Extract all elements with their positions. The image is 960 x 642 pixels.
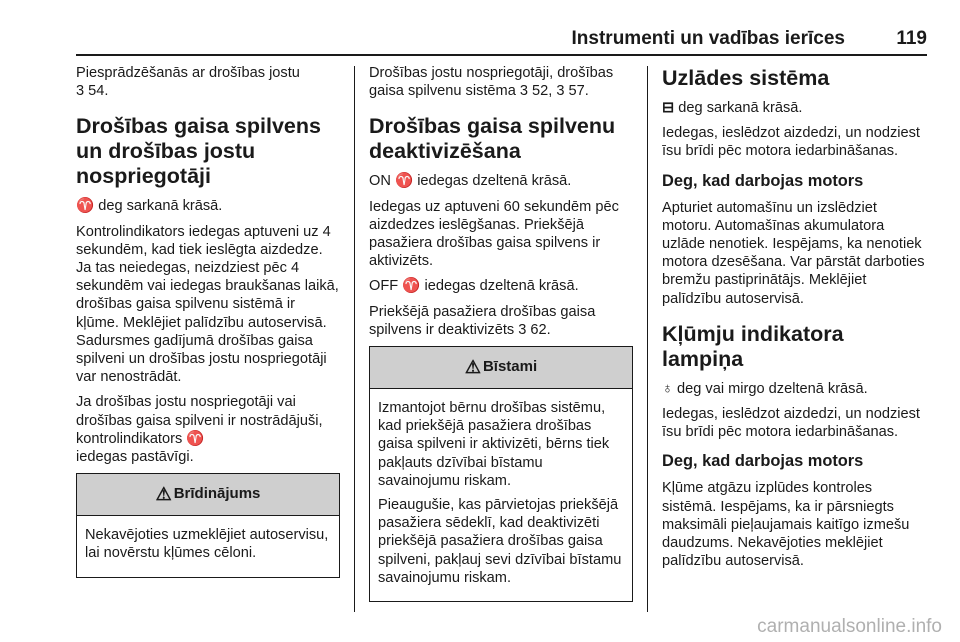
- engine-icon: ♁: [662, 380, 673, 397]
- column-divider: [647, 66, 648, 612]
- column-divider: [354, 66, 355, 612]
- section-heading: Uzlādes sistēma: [662, 66, 830, 90]
- paragraph: Iedegas, ieslēdzot aizdedzi, un nodziest īsu brīdi pēc motora iedarbināšanas.: [662, 406, 920, 441]
- section-heading: Drošības gaisa spilvenu deaktivizēšana: [369, 114, 616, 164]
- paragraph: Priekšējā pasažiera drošības gaisa spilvens ir deaktivizēts 3 62.: [369, 303, 596, 338]
- airbag-on-icon: ♈: [394, 173, 414, 190]
- column-1: [76, 64, 340, 578]
- chapter-title: Instrumenti un vadības ierīces: [571, 28, 845, 49]
- intro-text: Piesprādzēšanās ar drošības jostu 3 54.: [76, 65, 300, 100]
- cross-reference[interactable]: 3 54.: [76, 83, 109, 100]
- paragraph: Ja drošības jostu nospriegotāji vai drošības gaisa spilveni ir nostrādājuši, kontrolindikators ♈ iedegas pastāvīgi.: [76, 394, 323, 466]
- danger-text: Pieaugušie, kas pārvietojas priekšējā pasažiera sēdeklī, kad deaktivizēti priekšējā pasažiera drošības gaisa spilveni, pakļauj sevi dzīvībai bīstamu savainojumu riskam.: [378, 497, 622, 586]
- danger-box: [369, 346, 633, 602]
- warning-box: [76, 473, 340, 577]
- airbag-off-icon: ♈: [402, 278, 421, 295]
- column-2: [369, 64, 633, 602]
- warning-text: Nekavējoties uzmeklējiet autoservisu, lai novērstu kļūmes cēloni.: [85, 527, 329, 562]
- section-heading: Drošības gaisa spilvens un drošības jostu nospriegotāji: [76, 114, 321, 189]
- warning-triangle-icon: ⚠: [464, 357, 481, 378]
- paragraph: ♁ deg vai mirgo dzeltenā krāsā.: [662, 380, 868, 397]
- paragraph: OFF ♈ iedegas dzeltenā krāsā.: [369, 278, 579, 295]
- section-heading: Kļūmju indikatora lampiņa: [662, 321, 844, 371]
- page-header: [0, 0, 960, 56]
- paragraph: Kontrolindikators iedegas aptuveni uz 4 sekundēm, kad tiek ieslēgta aizdedze. Ja tas neiedegas, neizdziest pēc 4 sekundēm vai iedegas braukšanas laikā, drošības gaisa spilvenu sistēmā ir kļūme. Meklējiet palīdzību autoservisā. Sadursmes gadījumā drošības gaisa spilveni un drošības jostu nospriegotāji var nenostrādāt.: [76, 223, 339, 386]
- column-3: [662, 64, 926, 577]
- paragraph: Apturiet automašīnu un izslēdziet motoru. Automašīnas akumulatora uzlāde nenotiek. Iespējams, ka nenotiek motora dzesēšana. Var pārstāt darboties bremžu pastiprinātājs. Meklējiet palīdzību autoservisā.: [662, 199, 925, 307]
- airbag-icon: ♈: [186, 430, 205, 447]
- danger-header: ⚠ Bīstami: [370, 347, 632, 389]
- paragraph: Iedegas uz aptuveni 60 sekundēm pēc aizdedzes ieslēgšanas. Priekšējā pasažiera drošības gaisa spilvens ir aktivizēts.: [369, 198, 619, 270]
- paragraph: ⊟ deg sarkanā krāsā.: [662, 100, 803, 116]
- paragraph: ON ♈ iedegas dzeltenā krāsā.: [369, 173, 572, 190]
- page-number: 119: [896, 28, 927, 49]
- airbag-icon: ♈: [76, 198, 95, 215]
- subheading: Deg, kad darbojas motors: [662, 171, 864, 190]
- paragraph: Kļūme atgāzu izplūdes kontroles sistēmā. Iespējams, ka ir pārsniegts maksimāli pieļaujamais kaitīgo izmešu daudzums. Nekavējoties meklējiet palīdzību autoservisā.: [662, 480, 910, 570]
- paragraph: ♈ deg sarkanā krāsā.: [76, 198, 223, 215]
- subheading: Deg, kad darbojas motors: [662, 452, 864, 471]
- paragraph: Drošības jostu nospriegotāji, drošības gaisa spilvenu sistēma 3 52, 3 57.: [369, 65, 614, 100]
- danger-text: Izmantojot bērnu drošības sistēmu, kad priekšējā pasažiera drošības gaisa spilveni ir aktivizēti, bērns tiek pakļauts dzīvībai bīstamu savainojumu riskam.: [378, 400, 610, 489]
- watermark: carmanualsonline.info: [757, 616, 942, 637]
- battery-icon: ⊟: [662, 100, 675, 116]
- warning-header: ⚠ Brīdinājums: [77, 474, 339, 516]
- warning-triangle-icon: ⚠: [155, 484, 172, 505]
- paragraph: Iedegas, ieslēdzot aizdedzi, un nodziest īsu brīdi pēc motora iedarbināšanas.: [662, 125, 920, 160]
- header-rule: [76, 54, 927, 56]
